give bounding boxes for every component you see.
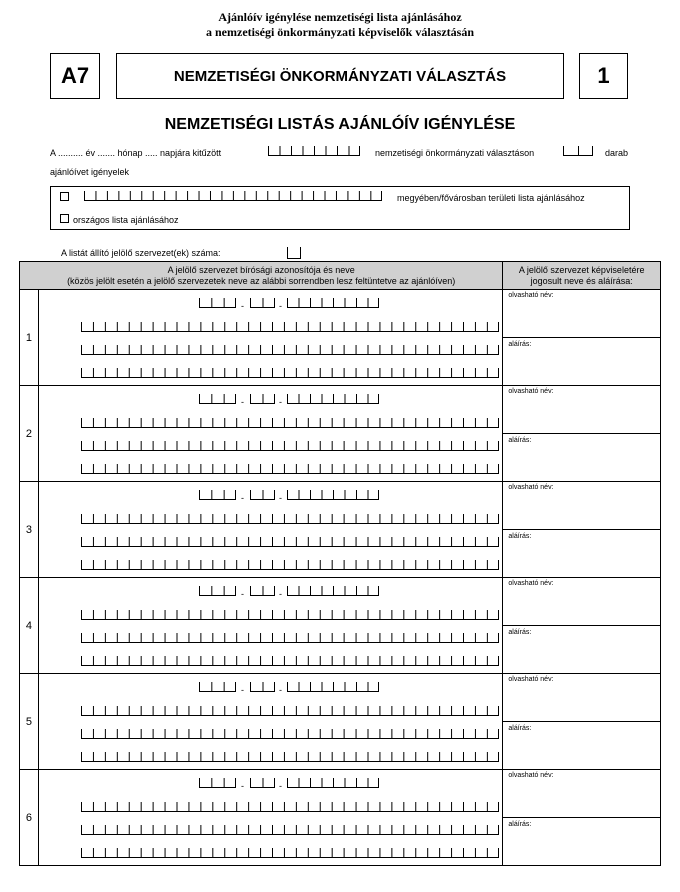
cell-divider: [503, 529, 660, 530]
representative-cell: [503, 386, 661, 482]
court-id-comb-1[interactable]: [199, 394, 236, 404]
table-row: [20, 674, 661, 770]
election-type-box: NEMZETISÉGI ÖNKORMÁNYZATI VÁLASZTÁS: [116, 53, 564, 99]
national-list-checkbox[interactable]: [60, 214, 69, 223]
dash-separator: -: [240, 781, 244, 791]
row-number: 3: [20, 482, 39, 578]
table-row: [20, 386, 661, 482]
organization-cell: [38, 578, 502, 674]
row-number: 4: [20, 578, 39, 674]
dash-separator: -: [240, 685, 244, 695]
court-id-comb-2[interactable]: [250, 586, 275, 596]
form-code-box: A7: [50, 53, 100, 99]
org-name-comb-line-1[interactable]: [81, 802, 499, 812]
court-id-comb-1[interactable]: [199, 682, 236, 692]
dash-separator: -: [278, 781, 282, 791]
court-id-comb-3[interactable]: [287, 490, 379, 500]
representative-cell: [503, 482, 661, 578]
dash-separator: -: [278, 685, 282, 695]
row-number: 2: [20, 386, 39, 482]
org-name-comb-line-3[interactable]: [81, 848, 499, 858]
court-id-comb-2[interactable]: [250, 778, 275, 788]
row-number: 1: [20, 290, 39, 386]
representative-column-header: A jelölő szervezet képviseletére jogosult neve és aláírása:: [503, 262, 661, 290]
organization-column-header: A jelölő szervezet bírósági azonosítója és neve (közös jelölt esetén a jelölő szervezetek neve az alábbi sorrendben lesz feltüntetve az ajánlóíven): [20, 262, 503, 290]
court-id-comb-2[interactable]: [250, 682, 275, 692]
intro-request-text: ajánlóívet igényelek: [50, 167, 130, 177]
dash-separator: -: [278, 397, 282, 407]
readable-name-label: olvasható név:: [508, 580, 554, 587]
county-name-comb-field[interactable]: [84, 191, 382, 201]
cell-divider: [503, 433, 660, 434]
org-count-comb-field[interactable]: [287, 247, 301, 259]
form-title: NEMZETISÉGI LISTÁS AJÁNLÓÍV IGÉNYLÉSE: [164, 116, 516, 133]
organization-cell: [38, 770, 502, 866]
date-comb-field[interactable]: [268, 146, 360, 156]
dash-separator: -: [240, 397, 244, 407]
org-name-comb-line-1[interactable]: [81, 514, 499, 524]
court-id-comb-1[interactable]: [199, 490, 236, 500]
court-id-comb-2[interactable]: [250, 298, 275, 308]
table-row: [20, 770, 661, 866]
org-name-comb-line-2[interactable]: [81, 729, 499, 739]
cell-divider: [503, 817, 660, 818]
org-name-comb-line-1[interactable]: [81, 706, 499, 716]
intro-unit-text: darab: [605, 148, 629, 158]
readable-name-label: olvasható név:: [508, 484, 554, 491]
dash-separator: -: [278, 301, 282, 311]
readable-name-label: olvasható név:: [508, 676, 554, 683]
dash-separator: -: [240, 493, 244, 503]
table-row: [20, 482, 661, 578]
territorial-list-checkbox[interactable]: [60, 192, 69, 201]
court-id-comb-2[interactable]: [250, 490, 275, 500]
header-line-1: Ajánlóív igénylése nemzetiségi lista ajánlásához: [218, 10, 462, 24]
organization-cell: [38, 482, 502, 578]
representative-cell: [503, 770, 661, 866]
signature-label: aláírás:: [508, 533, 532, 540]
org-name-comb-line-3[interactable]: [81, 656, 499, 666]
organization-cell: [38, 386, 502, 482]
page-number-box: 1: [579, 53, 628, 99]
table-row: [20, 578, 661, 674]
court-id-comb-1[interactable]: [199, 778, 236, 788]
court-id-comb-1[interactable]: [199, 298, 236, 308]
org-name-comb-line-3[interactable]: [81, 464, 499, 474]
readable-name-label: olvasható név:: [508, 292, 554, 299]
dash-separator: -: [240, 301, 244, 311]
court-id-comb-3[interactable]: [287, 298, 379, 308]
signature-label: aláírás:: [508, 437, 532, 444]
org-name-comb-line-3[interactable]: [81, 368, 499, 378]
org-name-comb-line-2[interactable]: [81, 633, 499, 643]
org-name-comb-line-3[interactable]: [81, 752, 499, 762]
org-name-comb-line-1[interactable]: [81, 610, 499, 620]
org-name-comb-line-2[interactable]: [81, 537, 499, 547]
row-number: 6: [20, 770, 39, 866]
readable-name-label: olvasható név:: [508, 772, 554, 779]
court-id-comb-1[interactable]: [199, 586, 236, 596]
signature-label: aláírás:: [508, 341, 532, 348]
dash-separator: -: [240, 589, 244, 599]
quantity-comb-field[interactable]: [563, 146, 593, 156]
signature-label: aláírás:: [508, 725, 532, 732]
readable-name-label: olvasható név:: [508, 388, 554, 395]
court-id-comb-3[interactable]: [287, 682, 379, 692]
org-name-comb-line-1[interactable]: [81, 418, 499, 428]
intro-date-text: A .......... év ....... hónap ..... napjára kitűzött: [50, 148, 222, 158]
organization-cell: [38, 290, 502, 386]
cell-divider: [503, 337, 660, 338]
dash-separator: -: [278, 493, 282, 503]
cell-divider: [503, 625, 660, 626]
dash-separator: -: [278, 589, 282, 599]
signature-label: aláírás:: [508, 629, 532, 636]
court-id-comb-2[interactable]: [250, 394, 275, 404]
org-name-comb-line-2[interactable]: [81, 441, 499, 451]
org-count-label: A listát állító jelölő szervezet(ek) száma:: [61, 248, 221, 258]
intro-election-text: nemzetiségi önkormányzati választáson: [375, 148, 535, 158]
representative-cell: [503, 674, 661, 770]
territorial-list-label: megyében/fővárosban területi lista ajánlásához: [397, 193, 585, 203]
org-name-comb-line-2[interactable]: [81, 825, 499, 835]
court-id-comb-3[interactable]: [287, 586, 379, 596]
header-line-2: a nemzetiségi önkormányzati képviselők választásán: [206, 25, 474, 39]
table-row: [20, 290, 661, 386]
org-name-comb-line-1[interactable]: [81, 322, 499, 332]
representative-cell: [503, 290, 661, 386]
signature-label: aláírás:: [508, 821, 532, 828]
cell-divider: [503, 721, 660, 722]
court-id-comb-3[interactable]: [287, 778, 379, 788]
national-list-label: országos lista ajánlásához: [73, 215, 179, 225]
org-name-comb-line-2[interactable]: [81, 345, 499, 355]
org-name-comb-line-3[interactable]: [81, 560, 499, 570]
representative-cell: [503, 578, 661, 674]
row-number: 5: [20, 674, 39, 770]
court-id-comb-3[interactable]: [287, 394, 379, 404]
nominating-organizations-table: [19, 261, 661, 866]
organization-cell: [38, 674, 502, 770]
